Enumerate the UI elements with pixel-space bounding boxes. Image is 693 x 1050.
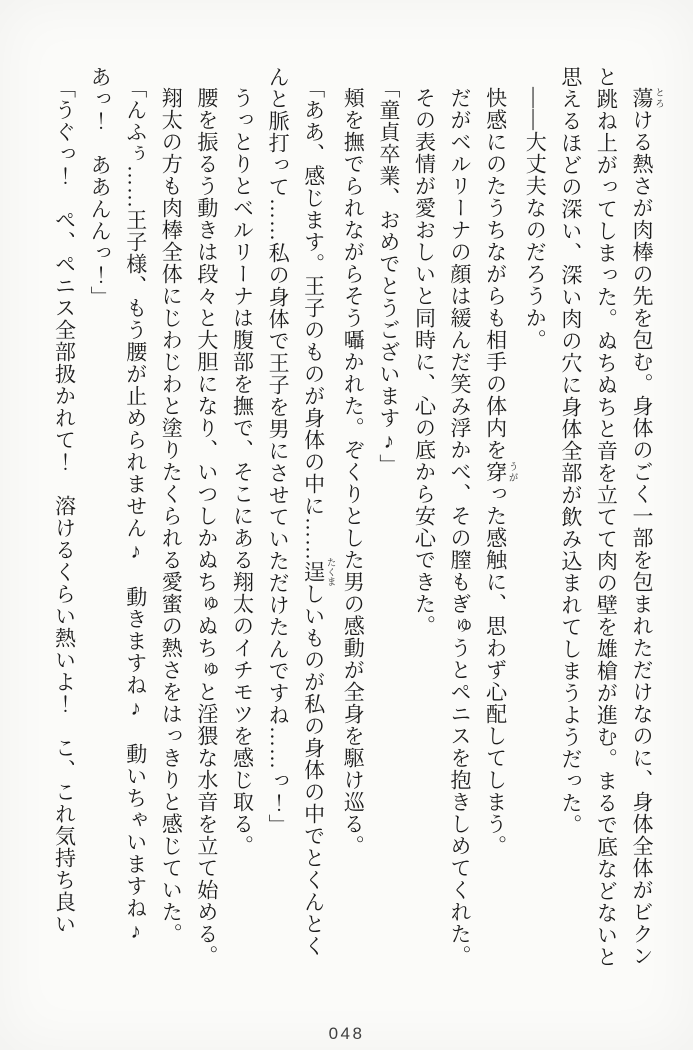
paragraph: 「うぐっ！ ぺ、ペニス全部扱かれて！ 溶けるくらい熱いよ！ こ、これ気持ち良い <box>52 76 77 935</box>
page-text-block <box>34 66 663 978</box>
furigana-ruby: 逞 たくま <box>301 557 335 586</box>
paragraph: 蕩 とろける熱さが肉棒の先を包む。身体のごく一部を包まれただけなのに、身体全体がビクンと跳ね上がってしまった。ぬちぬちと音を立てて肉の壁を雄槍が進む。まるで底などないと思えるほどの深い、深い肉の穴に身体全部が飲み込まれてしまうようだった。 <box>558 66 663 968</box>
paragraph: うっとりとベルリーナは腹部を撫で、そこにある翔太のイチモツを感じ取る。 <box>230 87 255 857</box>
paragraph: 頬を撫でられながらそう囁かれた。ぞくりとした男の感動が全身を駆け巡る。 <box>341 87 366 857</box>
furigana-ruby: 穿 うが <box>483 461 517 483</box>
paragraph: 腰を振るう動きは段々と大胆になり、いつしかぬちゅぬちゅと淫猥な水音を立て始める。 <box>194 87 219 967</box>
page-number: 048 <box>328 1024 365 1043</box>
paragraph: 「童貞卒業、おめでとうございます♪」 <box>376 76 401 476</box>
paragraph: 「んふぅ……王子様、もう腰が止められません♪ 動きますね♪ 動いちゃいますね♪ あっ！ ああんんっ！」 <box>88 66 148 966</box>
paragraph: だがベルリーナの顔は緩んだ笑み浮かべ、その膣もぎゅうとペニスを抱きしめてくれた。 <box>448 87 473 967</box>
paragraph: 快感にのたうちながらも相手の体内を穿 うがった感触に、思わず心配してしまう。 <box>483 87 517 857</box>
furigana-ruby: 蕩 とろ <box>630 87 663 109</box>
paragraph: 「ああ、感じます。王子のものが身体の中に……逞 たくましいものが私の身体の中でとくんとくんと脈打って……私の身体で王子を男にさせていただけたんですね……っ！」 <box>266 66 335 957</box>
paragraph: ――大丈夫なのだろうか。 <box>523 87 548 351</box>
paragraph: 翔太の方も肉棒全体にじわじわと塗りたくられる愛蜜の熱さをはっきりと感じていた。 <box>159 87 184 945</box>
paragraph: その表情が愛おしいと同時に、心の底から安心できた。 <box>412 87 437 637</box>
